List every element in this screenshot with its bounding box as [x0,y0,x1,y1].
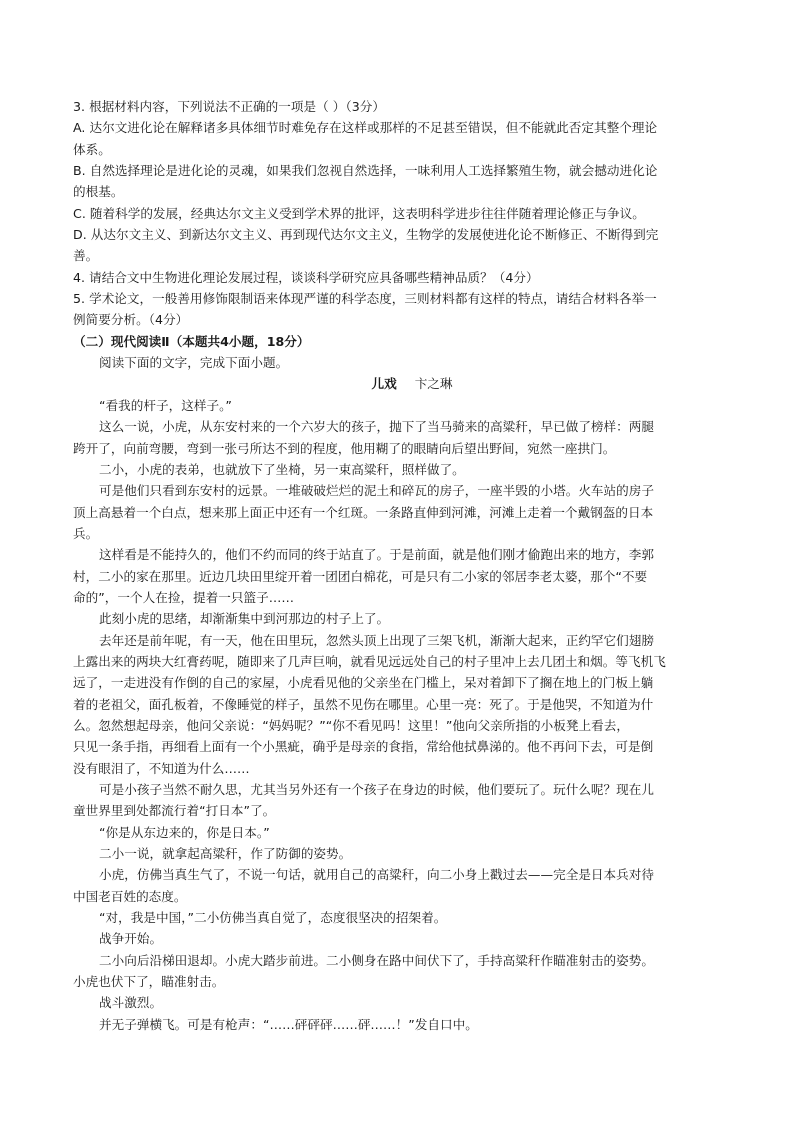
story-line: 并无子弹横飞。可是有枪声：“……砰砰砰……砰……！”发自口中。 [99,1016,478,1032]
story-line: 可是小孩子当然不耐久思，尤其当另外还有一个孩子在身边的时候，他们要玩了。玩什么呢？现在儿 [99,782,655,797]
question-4: 4. 请结合文中生物进化理论发展过程，谈谈科学研究应具备哪些精神品质？（4分） [73,269,539,285]
story-line: 顶上高悬着一个白点，想来那上面正中还有一个红斑。一条路直伸到河滩，河滩上走着一个戴钢盔的日本 [73,504,654,520]
story-line: 二小向后沿梯田退却。小虎大踏步前进。二小侧身在路中间伏下了，手持高粱秆作瞄准射击的姿势。 [99,952,655,968]
story-line: 着的老祖父，面孔板着，不像睡觉的样子，虽然不见伤在哪里。心里一亮：死了。于是他哭，不知道为什 [73,696,654,712]
story-line: 战争开始。 [99,931,163,947]
story-line: 去年还是前年呢，有一天，他在田里玩，忽然头顶上出现了三架飞机，渐渐大起来，正约罕它们翅膀 [99,632,655,648]
story-line: 二小一说，就拿起高粱秆，作了防御的姿势。 [99,846,352,862]
story-line: 小虎，仿佛当真生气了，不说一句话，就用自己的高粱秆，向二小身上戳过去——完全是日本兵对待 [99,867,655,883]
story-line: 此刻小虎的思绪，却渐渐集中到河那边的村子上了。 [99,611,390,627]
story-line: 中国老百姓的态度。 [73,888,187,904]
story-line: “看我的杆子，这样子。” [99,397,232,413]
question-5-line-1: 5. 学术论文，一般善用修饰限制语来体现严谨的科学态度，三则材料都有这样的特点，请结合材料各举一 [73,291,657,307]
option-a-line-2: 体系。 [73,141,111,157]
story-line: 跨开了，向前弯腰，弯到一张弓所达不到的程度，他用糊了的眼睛向后望出野间，宛然一座拱门。 [73,440,616,456]
story-line: 么。忽然想起母亲，他问父亲说：“妈妈呢？”“你不看见吗！这里！”他向父亲所指的小板凳上看去， [73,717,629,733]
story-line: 兵。 [73,525,99,541]
question-3-stem: 3. 根据材料内容，下列说法不正确的一项是（ ）（3分） [73,99,385,114]
story-line: 这么一说，小虎，从东安村来的一个六岁大的孩子，抛下了当马骑来的高粱秆，早已做了榜样：两腿 [99,419,655,435]
story-line: 上露出来的两块大红膏药呢，随即来了几声巨响，就看见远远处自己的村子里冲上去几团土和烟。等飞机飞 [73,653,666,669]
option-a-line-1: A. 达尔文进化论在解释诸多具体细节时难免存在这样或那样的不足甚至错误，但不能就此否定其整个理论 [73,120,658,136]
option-d-line-2: 善。 [73,248,99,264]
option-b-line-2: 的根基。 [73,184,124,200]
story-line: 可是他们只看到东安村的远景。一堆破破烂烂的泥土和碎瓦的房子，一座半毁的小塔。火车站的房子 [99,483,655,499]
story-line: 童世界里到处都流行着“打日本”了。 [73,803,276,819]
story-title: 儿戏 [371,376,397,392]
story-line: 战斗激烈。 [99,995,163,1011]
section-heading: （二）现代阅读Ⅱ（本题共4小题，18分） [73,333,310,349]
option-c-line-1: C. 随着科学的发展，经典达尔文主义受到学术界的批评，这表明科学进步往往伴随着理论修正与争议。 [73,205,645,221]
story-line: “你是从东边来的，你是日本。” [99,824,270,840]
story-line: 远了，一走进没有作倒的自己的家屋，小虎看见他的父亲坐在门槛上，呆对着卸下了搁在地上的门板上躺 [73,675,654,691]
story-line: 没有眼泪了，不知道为什么…… [73,760,250,776]
option-b-line-1: B. 自然选择理论是进化论的灵魂，如果我们忽视自然选择，一味利用人工选择繁殖生物，就会撼动进化论 [73,163,658,179]
story-title-line [73,373,723,394]
option-d-line-1: D. 从达尔文主义、到新达尔文主义、再到现代达尔文主义，生物学的发展使进化论不断修正、不断得到完 [73,227,659,243]
story-line: 这样看是不能持久的，他们不约而同的终于站直了。于是前面，就是他们刚才偷跑出来的地方，李郭 [99,547,655,563]
question-5-line-2: 例简要分析。（4分） [73,312,189,328]
story-body [73,395,723,1035]
story-line: “对，我是中国，”二小仿佛当真自觉了，态度很坚决的招架着。 [99,910,447,926]
section-instruction: 阅读下面的文字，完成下面小题。 [99,355,289,371]
story-author: 卞之琳 [414,376,453,392]
story-line: 命的”，一个人在捡，提着一只篮子…… [73,589,294,605]
story-line: 村，二小的家在那里。近边几块田里绽开着一团团白棉花，可是只有二小家的邻居李老太婆，那个“不要 [73,568,648,584]
story-line: 小虎也伏下了，瞄准射击。 [73,974,225,990]
story-line: 二小，小虎的表弟，也就放下了坐椅，另一束高粱秆，照样做了。 [99,461,465,477]
document-page [73,96,723,1035]
story-line: 只见一条手指，再细看上面有一个小黑疵，确乎是母亲的食指，常给他拭鼻涕的。他不再问下去，可是倒 [73,739,654,755]
